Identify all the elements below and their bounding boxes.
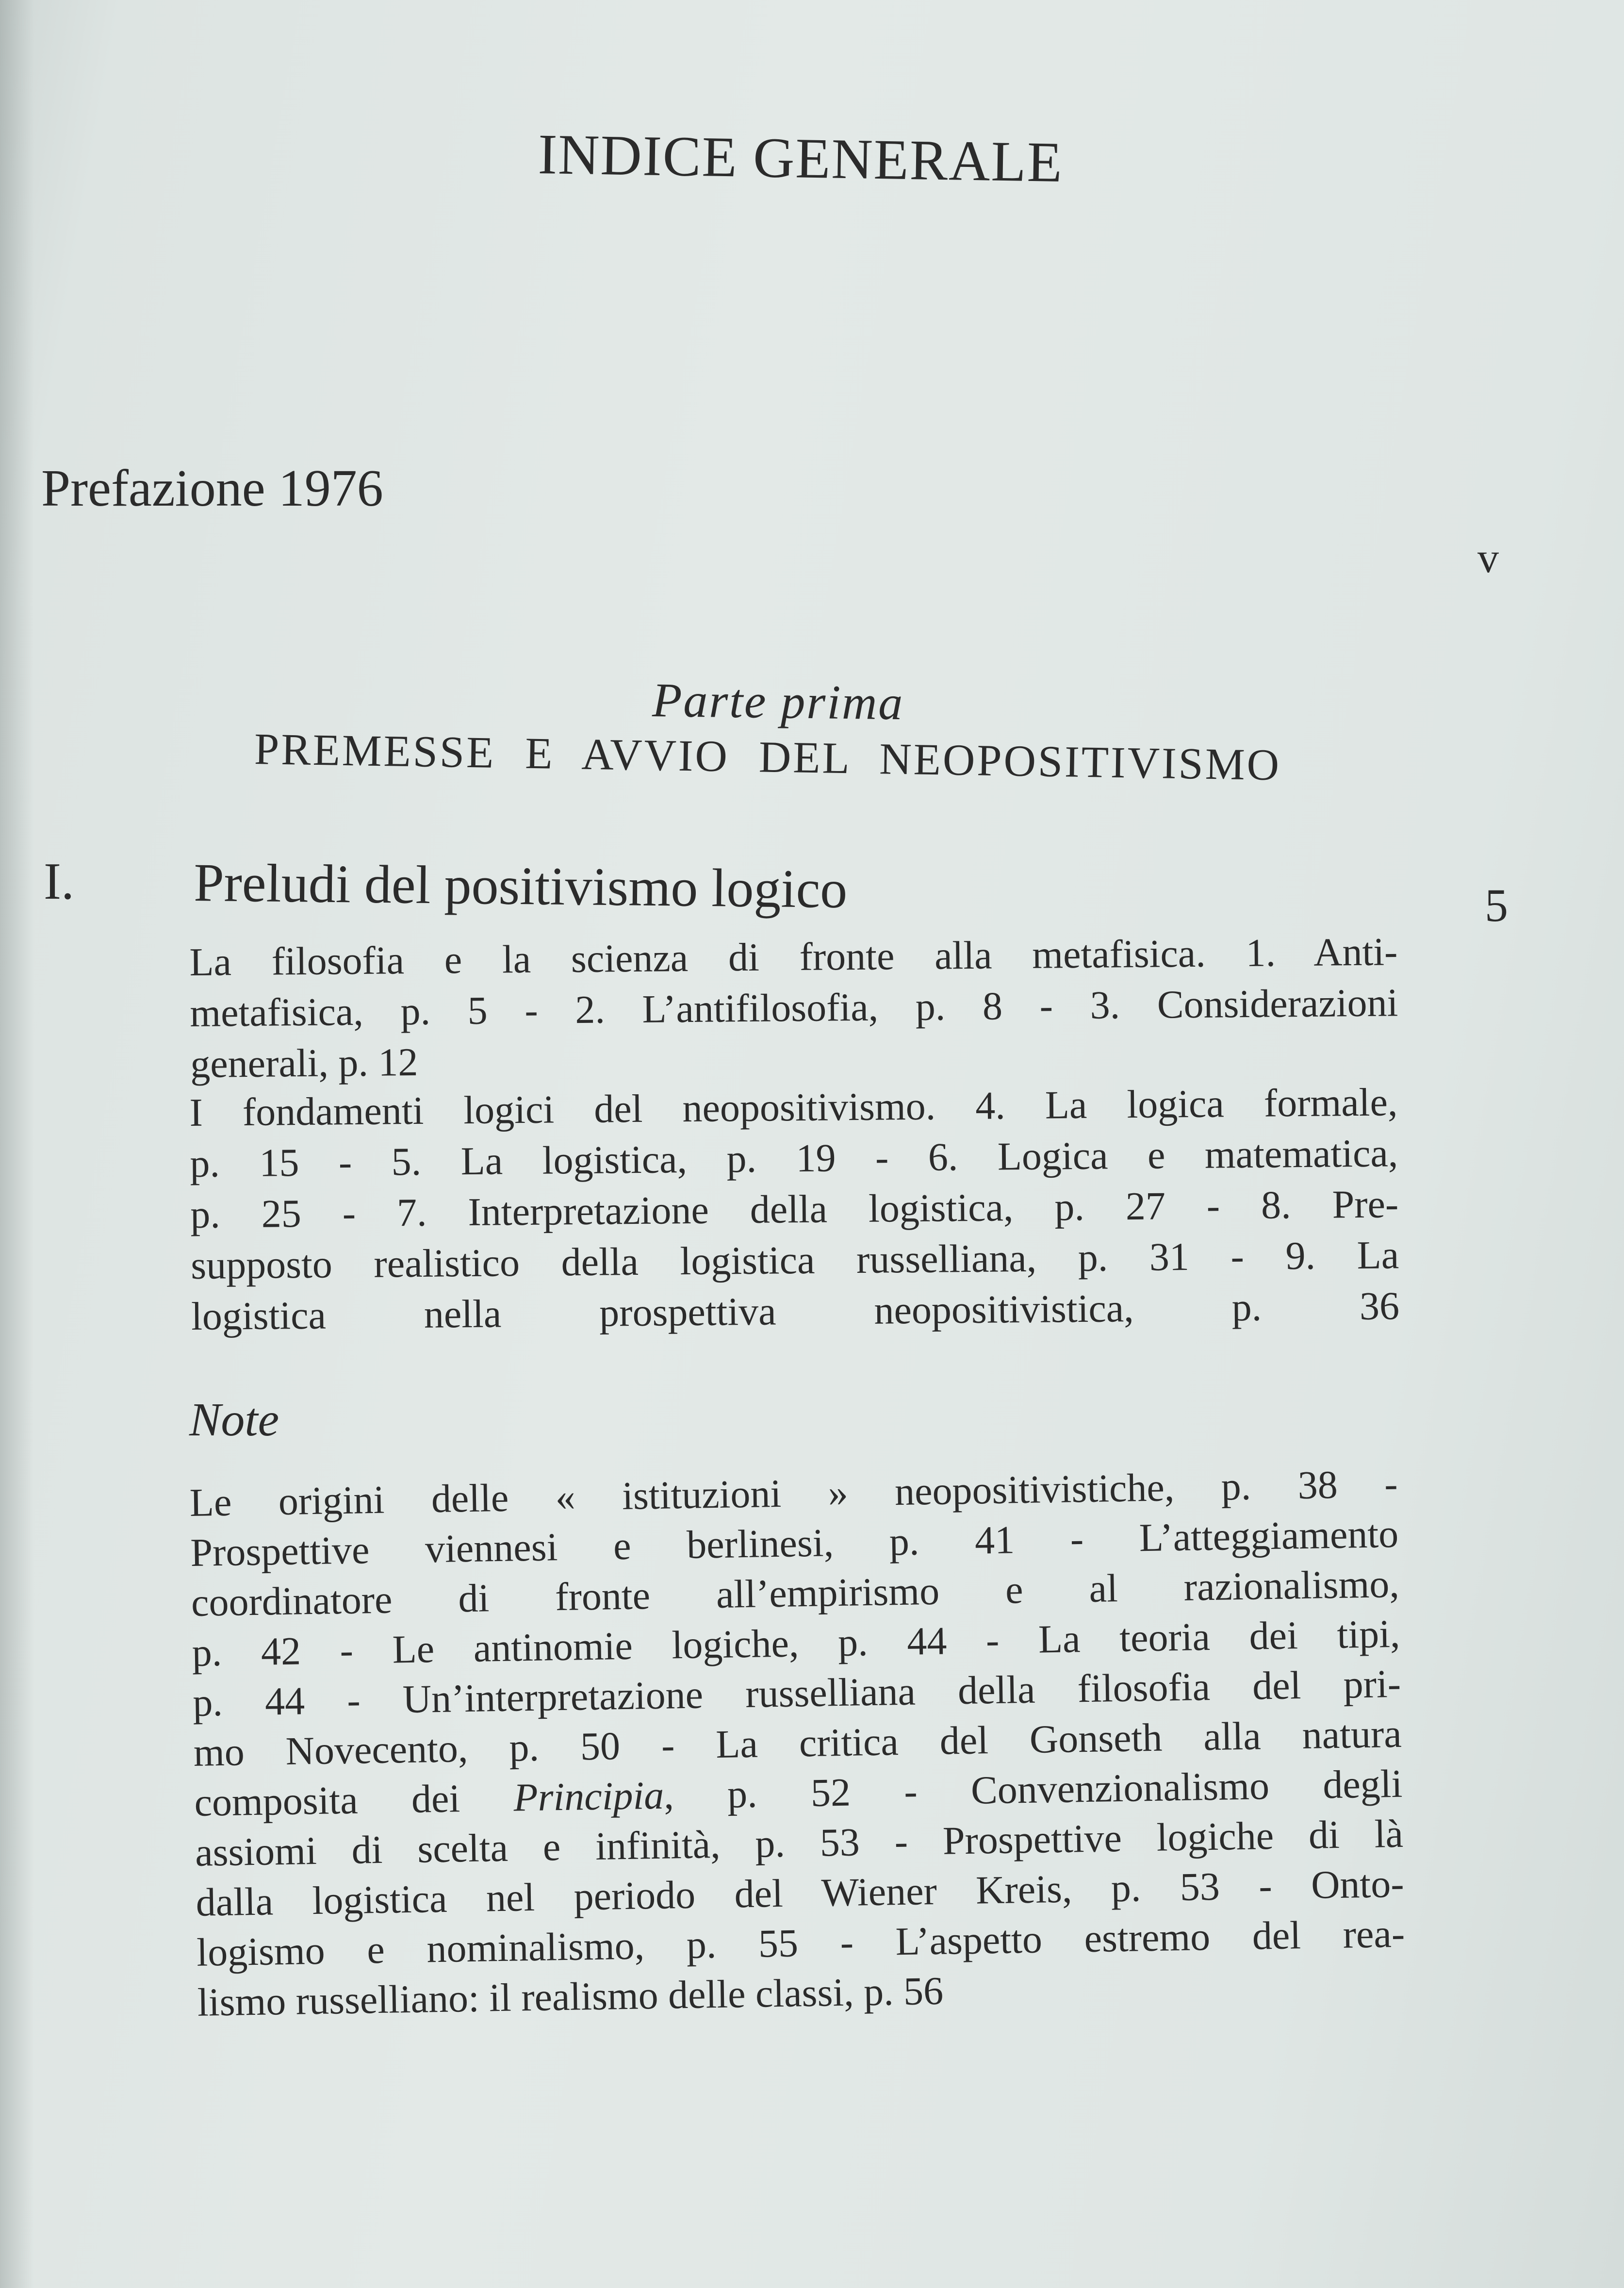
text-line: assiomi di scelta e infinità, p. 53 - Prospettive logiche di là: [195, 1811, 1404, 1875]
text-line: generali, p. 12: [190, 1039, 418, 1086]
text-line: p. 15 - 5. La logistica, p. 19 - 6. Logica e matematica,: [189, 1131, 1398, 1185]
chapter-title: Preludi del positivismo logico: [193, 852, 848, 920]
text-line: p. 44 - Un’interpretazione russelliana della filosofia del pri-: [192, 1661, 1401, 1725]
part-subtitle: Parte prima: [652, 673, 905, 730]
preface-entry-label: Prefazione 1976: [41, 460, 383, 517]
text-line: p. 25 - 7. Interpretazione della logistica, p. 27 - 8. Pre-: [190, 1182, 1399, 1236]
text-line: Prospettive viennesi e berlinesi, p. 41 - L’atteggiamento: [190, 1511, 1399, 1575]
section-2-summary: [189, 1076, 1399, 1342]
text-line: mo Novecento, p. 50 - La critica del Gonseth alla natura: [193, 1711, 1402, 1775]
preface-entry-page: v: [1477, 535, 1499, 582]
text-line: supposto realistico della logistica russelliana, p. 31 - 9. La: [190, 1233, 1399, 1287]
section-1-summary: [189, 926, 1399, 1089]
part-title: PREMESSE E AVVIO DEL NEOPOSITIVISMO: [254, 724, 1281, 790]
text-line: coordinatore di fronte all’empirismo e al razionalismo,: [191, 1561, 1400, 1625]
notes-summary: [189, 1459, 1406, 2027]
page-title: INDICE GENERALE: [537, 122, 1064, 194]
chapter-number: I.: [44, 853, 74, 910]
page-gutter-shadow: [0, 0, 34, 2288]
text-line: lismo russelliano: il realismo delle classi, p. 56: [197, 1968, 944, 2025]
text-line: La filosofia e la scienza di fronte alla metafisica. 1. Anti-: [189, 929, 1398, 984]
text-line: logistica nella prospettiva neopositivistica, p. 36: [191, 1284, 1400, 1338]
text-line: logismo e nominalismo, p. 55 - L’aspetto estremo del rea-: [196, 1911, 1405, 1975]
notes-heading: Note: [189, 1394, 279, 1446]
text-line: Le origini delle « istituzioni » neopositivistiche, p. 38 -: [189, 1461, 1398, 1525]
chapter-page: 5: [1485, 879, 1508, 931]
text-line: p. 42 - Le antinomie logiche, p. 44 - La teoria dei tipi,: [191, 1611, 1401, 1675]
text-line: metafisica, p. 5 - 2. L’antifilosofia, p. 8 - 3. Considerazioni: [189, 980, 1398, 1035]
text-fragment: composita dei: [194, 1775, 514, 1825]
text-fragment: , p. 52 - Convenzionalismo degli: [663, 1761, 1403, 1817]
italic-title: Principia: [513, 1773, 664, 1820]
text-line: dalla logistica nel periodo del Wiener Kreis, p. 53 - Onto-: [196, 1861, 1405, 1925]
text-line: I fondamenti logici del neopositivismo. 4. La logica formale,: [189, 1080, 1398, 1135]
